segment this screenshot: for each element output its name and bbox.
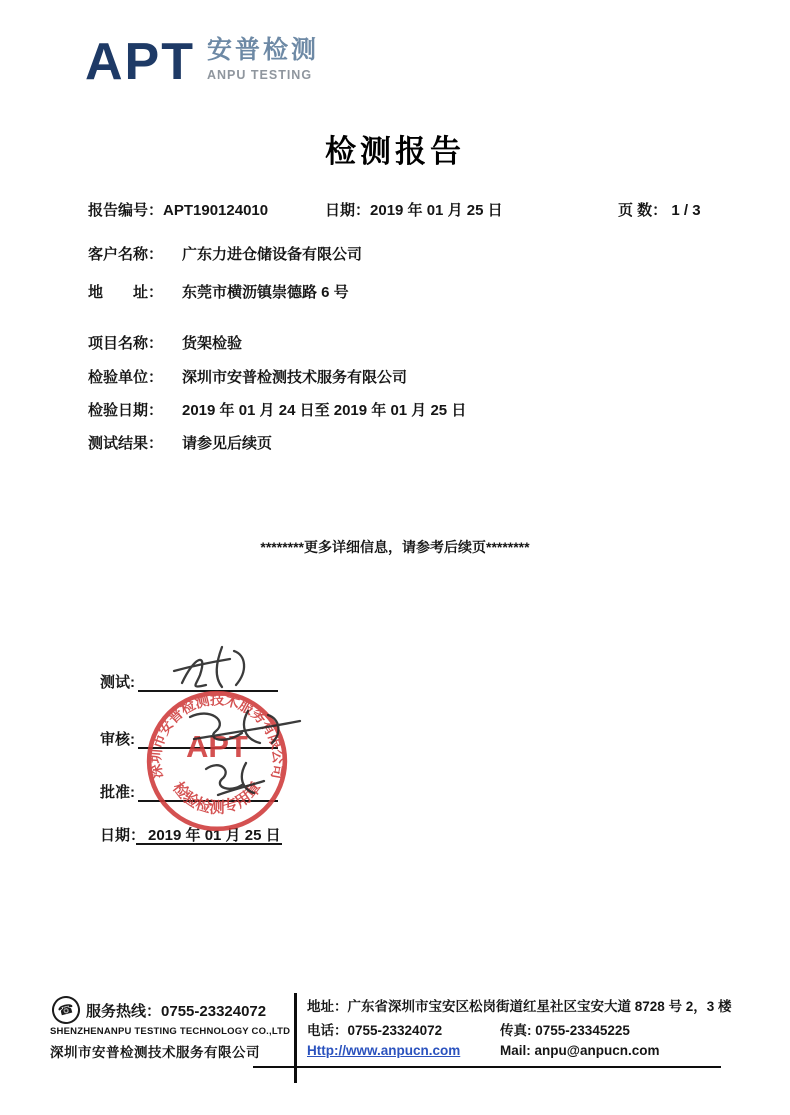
client-address-value: 东莞市横沥镇崇德路 6 号: [182, 284, 349, 301]
page-count: [618, 199, 701, 220]
footer-fax-value: 0755-23345225: [535, 1023, 630, 1038]
tester-label: 测试:: [100, 674, 135, 691]
logo: [85, 33, 320, 91]
footer-fax: [500, 1019, 630, 1039]
footer-company-en: SHENZHENANPU TESTING TECHNOLOGY CO.,LTD: [50, 1026, 291, 1037]
more-info-note: ********更多详细信息，请参考后续页********: [260, 539, 530, 555]
footer-fax-label: 传真:: [500, 1023, 532, 1038]
footer-company-cn: 深圳市安普检测技术服务有限公司: [50, 1045, 260, 1060]
approver-signature: [206, 763, 264, 795]
footer-address-value: 广东省深圳市宝安区松岗街道红星社区宝安大道 8728 号 2，3 楼: [347, 999, 732, 1014]
page-count-value: 1 / 3: [671, 202, 701, 219]
report-number-label: 报告编号：: [88, 202, 164, 219]
service-hotline-label: 服务热线：: [86, 1003, 162, 1020]
project-name-value: 货架检验: [182, 335, 243, 352]
logo-apt-text: APT: [85, 33, 195, 91]
service-hotline-number: 0755-23324072: [161, 1003, 267, 1020]
stamp-company-arc-text: 深圳市安普检测技术服务有限公司: [148, 692, 286, 781]
logo-text-block: [207, 36, 319, 83]
footer-mail: [500, 1043, 659, 1058]
page-count-label: 页 数：: [618, 202, 668, 219]
report-number-value: APT190124010: [163, 202, 269, 219]
footer-address: [307, 995, 732, 1015]
footer-tel-label: 电话：: [307, 1023, 348, 1038]
stamp-apt-text: APT: [186, 728, 248, 764]
footer-website-link[interactable]: Http://www.anpucn.com: [307, 1043, 461, 1058]
reviewer-signature: [190, 711, 300, 743]
tester-signature: [174, 647, 244, 687]
project-name-label: 项目名称：: [88, 335, 164, 352]
report-date: [325, 199, 503, 220]
inspection-unit-label: 检验单位：: [88, 369, 164, 386]
test-result-value: 请参见后续页: [182, 435, 273, 452]
test-result-label: 测试结果：: [88, 435, 164, 452]
signoff-date-label: 日期：: [100, 827, 146, 844]
signoff-date-underline: [136, 843, 282, 845]
footer-address-label: 地址：: [307, 999, 348, 1014]
footer-rule: [253, 1066, 721, 1068]
report-date-value: 2019 年 01 月 25 日: [370, 202, 503, 219]
footer-mail-value: anpu@anpucn.com: [534, 1043, 660, 1058]
page-title: 检测报告: [325, 134, 465, 169]
approver-label: 批准:: [100, 784, 135, 801]
report-number: [88, 199, 268, 220]
footer-tel-value: 0755-23324072: [347, 1023, 443, 1038]
logo-en-name: ANPU TESTING: [207, 68, 313, 82]
client-name-label: 客户名称：: [88, 246, 164, 263]
footer-mail-label: Mail:: [500, 1043, 531, 1058]
inspection-date-value: 2019 年 01 月 24 日至 2019 年 01 月 25 日: [182, 402, 467, 419]
service-hotline: [86, 1000, 266, 1021]
stamp-purpose-arc-text: 检验检测专用章: [168, 779, 266, 817]
footer-tel: [307, 1019, 442, 1039]
signoff-date-value: 2019 年 01 月 25 日: [148, 827, 281, 844]
logo-cn-name: 安普检测: [207, 36, 320, 64]
phone-icon: ☎: [49, 993, 83, 1027]
inspection-date-label: 检验日期：: [88, 402, 164, 419]
client-name-value: 广东力进仓储设备有限公司: [182, 246, 363, 263]
report-date-label: 日期：: [325, 202, 371, 219]
handwritten-signatures: [130, 635, 350, 815]
reviewer-label: 审核:: [100, 731, 135, 748]
footer-divider: [294, 993, 297, 1083]
client-address-label: 地 址：: [88, 284, 164, 301]
inspection-unit-value: 深圳市安普检测技术服务有限公司: [182, 369, 408, 386]
